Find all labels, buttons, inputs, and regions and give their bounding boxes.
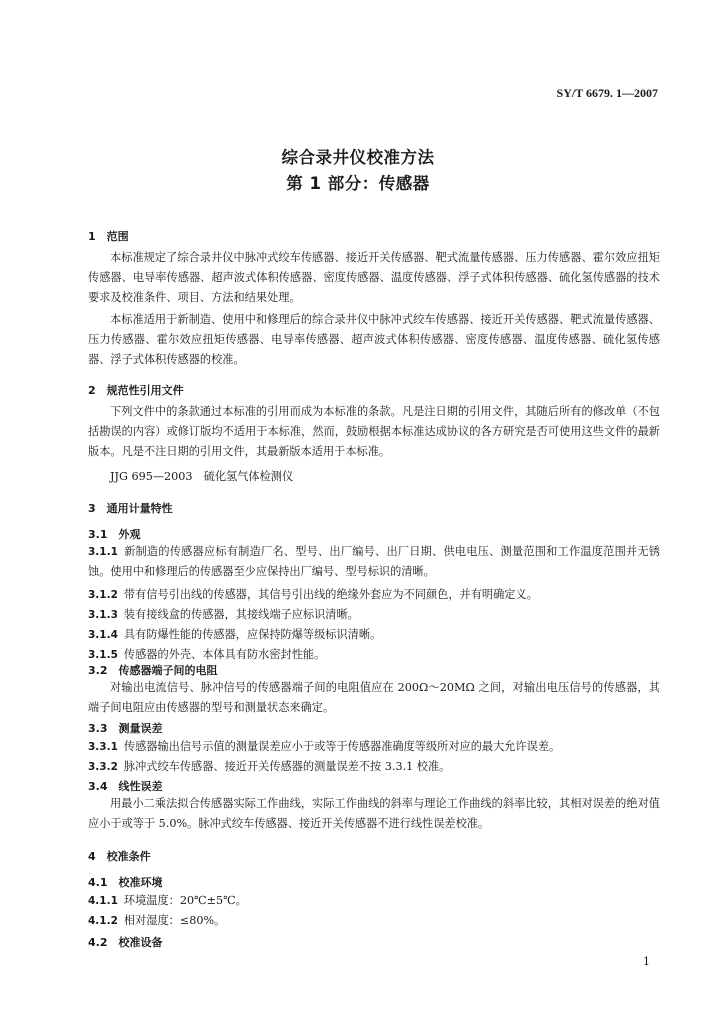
clause-number: 3.3.2 [88,761,118,773]
page-number: 1 [643,955,650,968]
clause-text: 带有信号引出线的传感器，其信号引出线的绝缘外套应为不同颜色，并有明确定义。 [123,588,538,601]
clause-text: 脉冲式绞车传感器、接近开关传感器的测量误差不按 3.3.1 校准。 [123,760,451,773]
section-1-paragraph-2: 本标准适用于新制造、使用中和修理后的综合录井仪中脉冲式绞车传感器、接近开关传感器、靶式流量传感器、压力传感器、霍尔效应扭矩传感器、电导率传感器、超声波式体积传感器、密度传感器、温度传感器、硫化氢传感器、浮子式体积传感器的校准。 [88,313,660,366]
clause-3-1-5 [88,646,325,662]
standard-number: SY/T 6679. 1—2007 [556,86,658,100]
clause-text: 传感器的外壳、本体具有防水密封性能。 [123,648,326,661]
clause-number: 3.1.3 [88,609,118,621]
clause-3-4-paragraph: 用最小二乘法拟合传感器实际工作曲线，实际工作曲线的斜率与理论工作曲线的斜率比较，其相对误差的绝对值应小于或等于 5.0%。脉冲式绞车传感器、接近开关传感器不进行线性误差校准。 [88,797,660,830]
clause-4-1-1 [88,892,247,908]
clause-number: 3.1.1 [88,546,118,558]
clause-3-2-heading: 3.2 传感器端子间的电阻 [88,664,218,677]
clause-text: 环境温度：20℃±5℃。 [123,894,247,907]
clause-3-1-4 [88,626,381,642]
section-1-heading: 1 范围 [88,230,129,243]
document-title: 综合录井仪校准方法 [281,148,435,167]
clause-number: 3.3.1 [88,741,118,753]
clause-3-3-2 [88,758,450,774]
section-1-paragraph-1: 本标准规定了综合录井仪中脉冲式绞车传感器、接近开关传感器、靶式流量传感器、压力传感器、霍尔效应扭矩传感器、电导率传感器、超声波式体积传感器、密度传感器、温度传感器、浮子式体积传感器、硫化氢传感器的技术要求及校准条件、项目、方法和结果处理。 [88,251,660,304]
clause-3-1-1 [88,542,660,582]
section-2-heading: 2 规范性引用文件 [88,384,184,397]
clause-3-1-3 [88,606,359,622]
clause-text: 新制造的传感器应标有制造厂名、型号、出厂编号、出厂日期、供电电压、测量范围和工作温度范围并无锈蚀。使用中和修理后的传感器至少应保持出厂编号、型号标识的清晰。 [88,545,660,578]
section-3-heading: 3 通用计量特性 [88,502,173,515]
document-subtitle: 第 1 部分：传感器 [286,174,430,193]
clause-text: 传感器输出信号示值的测量误差应小于或等于传感器准确度等级所对应的最大允许误差。 [123,740,561,753]
clause-3-3-1 [88,738,560,754]
clause-3-3-heading: 3.3 测量误差 [88,722,163,735]
section-4-heading: 4 校准条件 [88,850,151,863]
clause-4-2-heading: 4.2 校准设备 [88,936,163,949]
clause-3-1-2 [88,586,538,602]
clause-text: 装有接线盒的传感器，其接线端子应标识清晰。 [123,608,359,621]
section-2-paragraph: 下列文件中的条款通过本标准的引用而成为本标准的条款。凡是注日期的引用文件，其随后所有的修改单（不包括勘误的内容）或修订版均不适用于本标准，然而，鼓励根据本标准达成协议的各方研究是否可使用这些文件的最新版本。凡是不注日期的引用文件，其最新版本适用于本标准。 [88,405,660,458]
clause-4-1-2 [88,912,225,928]
clause-text: 具有防爆性能的传感器，应保持防爆等级标识清晰。 [123,628,382,641]
clause-number: 4.1.1 [88,895,118,907]
clause-number: 3.1.2 [88,589,118,601]
clause-number: 3.1.4 [88,629,118,641]
clause-number: 4.1.2 [88,915,118,927]
normative-reference: JJG 695—2003 硫化氢气体检测仪 [110,470,294,483]
clause-text: 相对湿度：≤80%。 [123,914,226,927]
clause-3-4-heading: 3.4 线性误差 [88,780,163,793]
clause-number: 3.1.5 [88,649,118,661]
clause-3-2-paragraph: 对输出电流信号、脉冲信号的传感器端子间的电阻值应在 200Ω～20MΩ 之间，对输出电压信号的传感器，其端子间电阻应由传感器的型号和测量状态来确定。 [88,681,660,714]
clause-4-1-heading: 4.1 校准环境 [88,876,163,889]
clause-3-1-heading: 3.1 外观 [88,528,141,541]
